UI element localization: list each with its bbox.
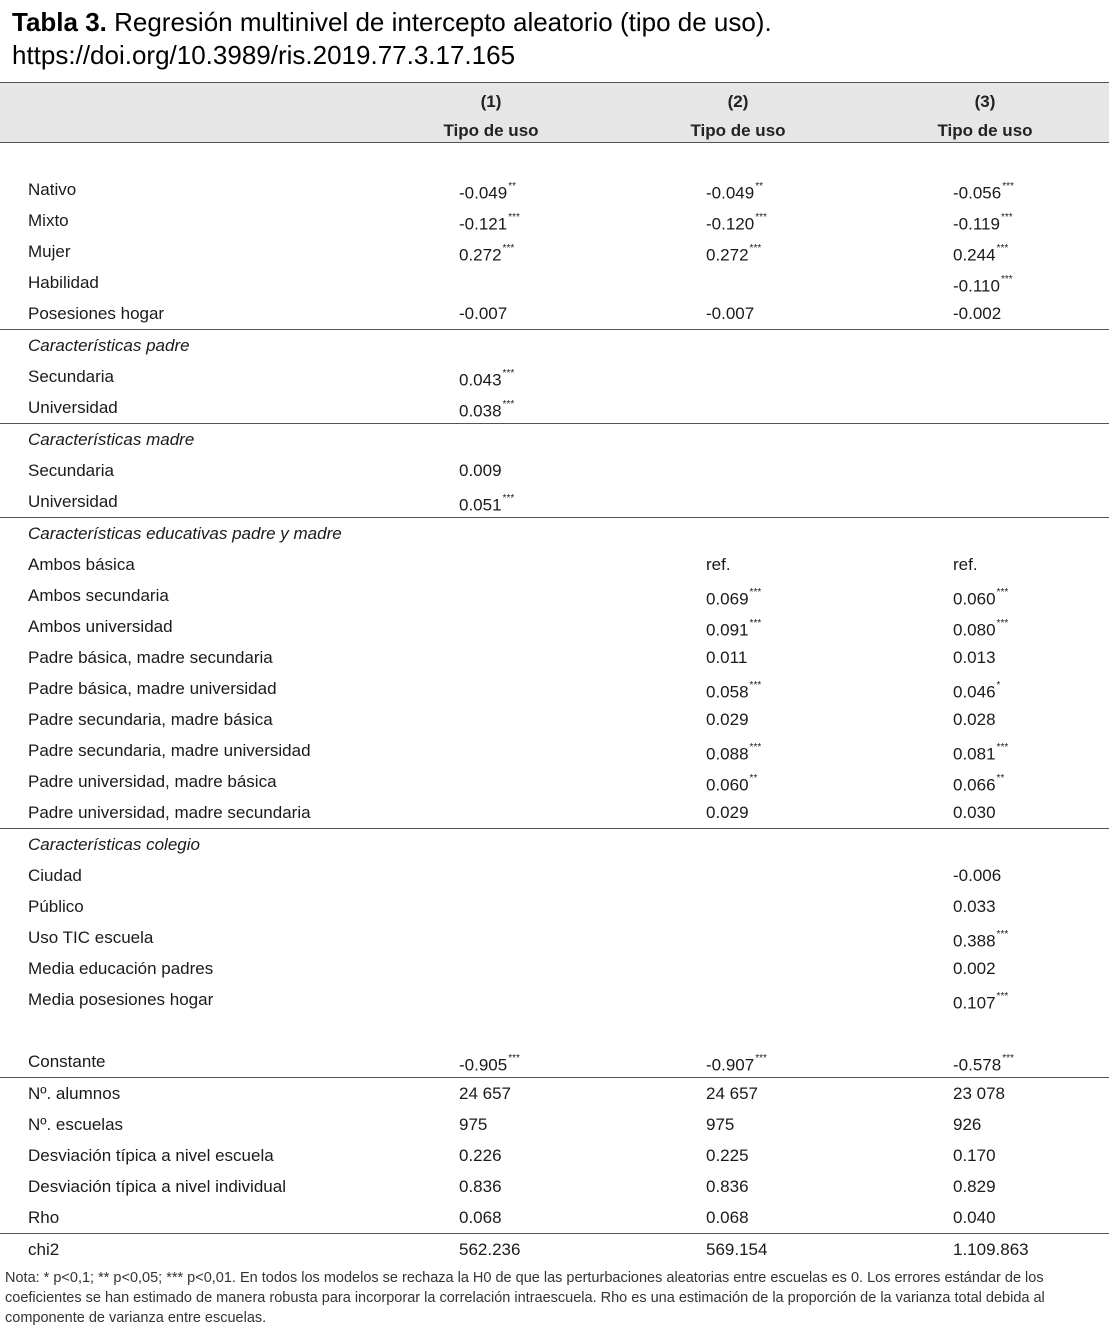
coefficient-value: 0.829 [953,1177,996,1196]
coefficient-value: 0.225 [706,1146,749,1165]
section-label: Características madre [28,430,195,449]
significance-stars: *** [749,742,762,753]
column-number: (3) [974,92,996,111]
significance-stars: *** [996,991,1009,1002]
cell-model-2 [706,1046,767,1081]
row-label: Habilidad [28,273,99,292]
significance-stars: *** [1002,1053,1014,1064]
table-row [0,361,1109,392]
table-row [0,953,1109,984]
coefficient-value: 0.272 [459,245,502,265]
coefficient-value: 0.068 [459,1208,502,1227]
coefficient-value: 0.038 [459,401,502,421]
cell-model-1 [459,1109,487,1140]
table-title [12,6,1102,72]
cell-model-3 [953,236,1008,271]
coefficient-value: 0.046 [953,682,996,702]
cell-model-3 [953,1140,996,1171]
row-label: Secundaria [28,461,115,480]
table-row [0,1109,1109,1140]
coefficient-value: -0.049 [459,183,508,203]
table-row [0,766,1109,797]
row-label: Posesiones hogar [28,304,165,323]
significance-stars: *** [755,212,767,223]
table-row [0,392,1109,423]
coefficient-value: -0.007 [459,304,508,323]
cell-model-3 [953,611,1008,646]
coefficient-value: 0.060 [953,589,996,609]
doi-link[interactable]: https://doi.org/10.3989/ris.2019.77.3.17.165 [12,40,516,70]
row-label: Ambos secundaria [28,586,169,605]
cell-model-2 [706,1202,749,1233]
table-row [0,549,1109,580]
section-header-row [0,828,1109,860]
row-label: Ambos universidad [28,617,173,636]
cell-model-1 [459,205,520,240]
coefficient-value: -0.905 [459,1055,508,1075]
column-header-2 [638,87,838,145]
coefficient-value: 0.040 [953,1208,996,1227]
coefficient-value: 562.236 [459,1240,521,1259]
table-row [0,1171,1109,1202]
coefficient-value: 0.080 [953,620,996,640]
significance-stars: *** [996,243,1009,254]
cell-model-3 [953,797,996,828]
cell-model-2 [706,673,761,708]
cell-model-1 [459,455,502,486]
table-row [0,797,1109,828]
cell-model-3 [953,1078,1005,1109]
cell-model-2 [706,735,761,770]
table-row [0,1233,1109,1265]
regression-table [0,82,1109,1265]
coefficient-value: -0.120 [706,214,755,234]
coefficient-value: 0.028 [953,710,996,729]
column-number: (1) [480,92,502,111]
coefficient-value: 0.091 [706,620,749,640]
coefficient-value: -0.049 [706,183,755,203]
coefficient-value: 0.272 [706,245,749,265]
cell-model-1 [459,361,514,396]
significance-stars: *** [996,929,1009,940]
significance-stars: *** [502,493,515,504]
significance-stars: ** [508,181,516,192]
cell-model-3 [953,891,996,922]
significance-stars: *** [749,618,762,629]
cell-model-2 [706,236,761,271]
table-header [0,82,1109,143]
significance-stars: *** [502,243,515,254]
row-label: Secundaria [28,367,115,386]
column-number: (2) [727,92,749,111]
cell-model-2 [706,298,754,329]
spacer-row [0,143,1109,174]
table-row [0,580,1109,611]
row-label: Padre universidad, madre básica [28,772,277,791]
row-label: Mujer [28,242,71,261]
table-row [0,455,1109,486]
coefficient-value: 0.088 [706,744,749,764]
significance-stars: *** [1000,274,1013,285]
coefficient-value: 0.068 [706,1208,749,1227]
cell-model-2 [706,580,761,615]
coefficient-value: 975 [459,1115,488,1134]
coefficient-value: 24 657 [706,1084,758,1103]
coefficient-value: -0.056 [953,183,1002,203]
significance-stars: *** [996,587,1009,598]
table-row [0,891,1109,922]
coefficient-value: 0.170 [953,1146,996,1165]
column-header-1 [391,87,591,145]
section-header-row [0,423,1109,455]
significance-stars: *** [749,587,762,598]
table-row [0,236,1109,267]
cell-model-3 [953,549,978,580]
cell-model-3 [953,1171,996,1202]
table-footnote: Nota: * p<0,1; ** p<0,05; *** p<0,01. En todos los modelos se rechaza la H0 de que las perturbaciones aleatorias entre escuelas es 0. Los errores estándar de los coeficientes se han estimado de manera robusta para incorporar la correlación intraescuela. Rho es una estimación de la proporción de la varianza total debida al componente de varianza entre escuelas. [5,1270,1045,1326]
cell-model-3 [953,1046,1014,1081]
column-header-3 [885,87,1085,145]
table-row [0,735,1109,766]
coefficient-value: -0.121 [459,214,508,234]
cell-model-3 [953,673,1000,708]
cell-model-3 [953,1202,996,1233]
cell-model-2 [706,205,767,240]
coefficient-value: -0.110 [953,276,1000,296]
section-label: Características padre [28,336,190,355]
row-label: Uso TIC escuela [28,928,154,947]
table-row [0,984,1109,1015]
coefficient-value: 926 [953,1115,982,1134]
coefficient-value: 0.107 [953,993,996,1013]
coefficient-value: 0.029 [706,710,749,729]
cell-model-3 [953,642,996,673]
table-row [0,673,1109,704]
significance-stars: * [996,680,1001,691]
coefficient-value: 0.060 [706,775,749,795]
coefficient-value: 23 078 [953,1084,1005,1103]
coefficient-value: -0.119 [953,214,1000,234]
row-label: Desviación típica a nivel escuela [28,1146,274,1165]
row-label: Ciudad [28,866,82,885]
coefficient-value: 0.002 [953,959,996,978]
row-label: Mixto [28,211,69,230]
row-label: Padre secundaria, madre básica [28,710,273,729]
cell-model-1 [459,1078,511,1109]
coefficient-value: -0.006 [953,866,1002,885]
significance-stars: *** [1002,181,1014,192]
table-row [0,298,1109,329]
cell-model-3 [953,298,1001,329]
significance-stars: *** [502,368,515,379]
coefficient-value: 0.081 [953,744,996,764]
row-label: Padre universidad, madre secundaria [28,803,311,822]
row-label: Media posesiones hogar [28,990,214,1009]
significance-stars: *** [508,212,520,223]
coefficient-value: 0.069 [706,589,749,609]
coefficient-value: 0.030 [953,803,996,822]
cell-model-3 [953,735,1008,770]
row-label: chi2 [28,1240,60,1259]
cell-model-3 [953,860,1001,891]
cell-model-2 [706,1109,734,1140]
coefficient-value: 0.033 [953,897,996,916]
section-label: Características educativas padre y madre [28,524,342,543]
row-label: Media educación padres [28,959,214,978]
cell-model-3 [953,1109,981,1140]
cell-model-1 [459,392,514,427]
coefficient-value: 24 657 [459,1084,511,1103]
table-row [0,486,1109,517]
row-label: Nº. alumnos [28,1084,121,1103]
cell-model-1 [459,1202,502,1233]
cell-model-2 [706,174,763,209]
cell-model-2 [706,611,761,646]
table-row [0,704,1109,735]
coefficient-value: 0.051 [459,495,502,515]
cell-model-2 [706,1171,749,1202]
cell-model-3 [953,205,1013,240]
row-label: Nº. escuelas [28,1115,124,1134]
column-label: Tipo de uso [443,121,539,140]
table-row [0,174,1109,205]
coefficient-value: 1.109.863 [953,1240,1029,1259]
table-caption: Regresión multinivel de intercepto aleatorio (tipo de uso). [106,7,772,37]
cell-model-2 [706,704,749,735]
cell-model-2 [706,549,731,580]
coefficient-value: 0.043 [459,370,502,390]
cell-model-1 [459,174,516,209]
table-body [0,143,1109,1265]
row-label: Universidad [28,492,118,511]
cell-model-1 [459,486,514,521]
significance-stars: *** [508,1053,520,1064]
row-label: Padre básica, madre universidad [28,679,277,698]
cell-model-1 [459,236,514,271]
table-row [0,205,1109,236]
cell-model-3 [953,984,1008,1019]
significance-stars: *** [996,742,1009,753]
coefficient-value: -0.002 [953,304,1002,323]
coefficient-value: 0.009 [459,461,502,480]
cell-model-1 [459,1171,502,1202]
cell-model-3 [953,922,1008,957]
coefficient-value: 0.066 [953,775,996,795]
significance-stars: *** [1000,212,1013,223]
cell-model-1 [459,1046,520,1081]
table-row [0,642,1109,673]
table-row [0,860,1109,891]
significance-stars: *** [996,618,1009,629]
cell-model-2 [706,766,757,801]
section-label: Características colegio [28,835,200,854]
coefficient-value: -0.578 [953,1055,1002,1075]
table-row [0,1077,1109,1109]
table-row [0,1202,1109,1233]
spacer-row [0,1015,1109,1046]
table-row [0,611,1109,642]
section-header-row [0,517,1109,549]
coefficient-value: 975 [706,1115,735,1134]
significance-stars: ** [749,773,758,784]
coefficient-value: 0.058 [706,682,749,702]
significance-stars: ** [755,181,763,192]
section-header-row [0,329,1109,361]
cell-model-3 [953,1234,1029,1265]
table-row [0,1140,1109,1171]
significance-stars: *** [749,680,762,691]
coefficient-value: -0.907 [706,1055,755,1075]
significance-stars: *** [502,399,515,410]
row-label: Rho [28,1208,60,1227]
coefficient-value: 0.013 [953,648,996,667]
row-label: Padre secundaria, madre universidad [28,741,311,760]
coefficient-value: 569.154 [706,1240,768,1259]
table-row [0,1046,1109,1077]
coefficient-value: ref. [706,555,731,574]
cell-model-3 [953,267,1013,302]
table-row [0,267,1109,298]
cell-model-2 [706,1234,767,1265]
row-label: Ambos básica [28,555,135,574]
significance-stars: ** [996,773,1005,784]
row-label: Público [28,897,84,916]
cell-model-2 [706,642,747,673]
coefficient-value: 0.244 [953,245,996,265]
significance-stars: *** [755,1053,767,1064]
row-label: Padre básica, madre secundaria [28,648,273,667]
coefficient-value: 0.226 [459,1146,502,1165]
row-label: Nativo [28,180,77,199]
cell-model-1 [459,298,507,329]
cell-model-1 [459,1234,520,1265]
cell-model-3 [953,953,996,984]
row-label: Universidad [28,398,118,417]
coefficient-value: 0.388 [953,931,996,951]
significance-stars: *** [749,243,762,254]
coefficient-value: 0.836 [459,1177,502,1196]
column-label: Tipo de uso [937,121,1033,140]
cell-model-3 [953,704,996,735]
cell-model-1 [459,1140,502,1171]
coefficient-value: 0.029 [706,803,749,822]
cell-model-3 [953,766,1004,801]
cell-model-2 [706,1140,749,1171]
row-label: Desviación típica a nivel individual [28,1177,286,1196]
column-label: Tipo de uso [690,121,786,140]
table-row [0,922,1109,953]
coefficient-value: ref. [953,555,978,574]
cell-model-3 [953,174,1014,209]
coefficient-value: 0.011 [706,648,748,667]
cell-model-2 [706,797,749,828]
row-label: Constante [28,1052,106,1071]
cell-model-3 [953,580,1008,615]
coefficient-value: 0.836 [706,1177,749,1196]
cell-model-2 [706,1078,758,1109]
coefficient-value: -0.007 [706,304,755,323]
table-number: Tabla 3. [12,7,107,37]
